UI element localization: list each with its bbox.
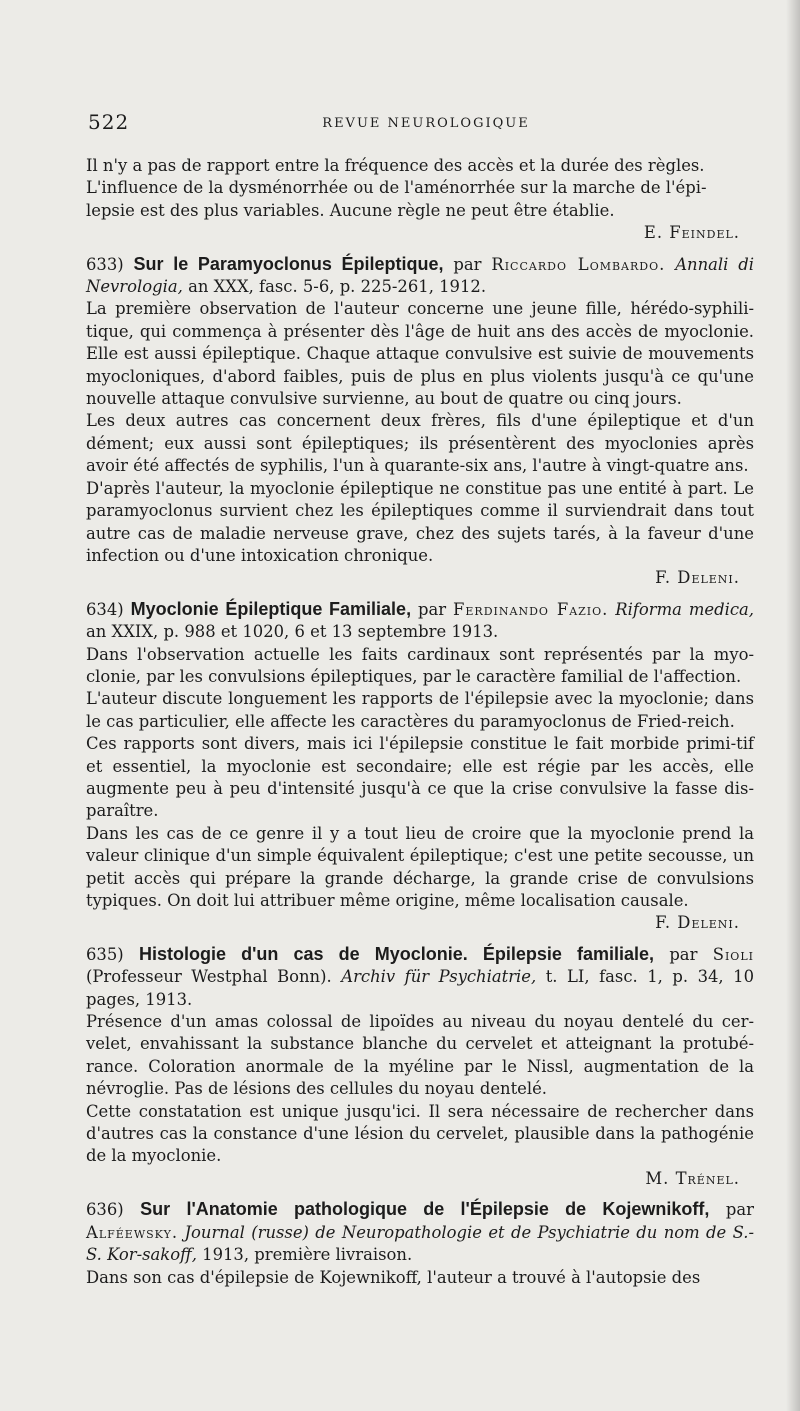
article-633 (86, 253, 754, 590)
article-title: Myoclonie Épileptique Familiale, (130, 598, 412, 619)
article-reference: an XXIX, p. 988 et 1020, 6 et 13 septembre 1913. (86, 622, 499, 642)
article-number: 634) (86, 599, 124, 619)
article-heading (86, 253, 754, 299)
article-paragraph: La première observation de l'auteur concerne une jeune fille, hérédo-syphili-tique, qui commença à présenter dès l'âge de huit ans des accès de myoclonie. Elle est aussi épileptique. Chaque attaque convulsive est suivie de mouvements myocloniques, d'abord faibles, puis de plus en plus violents jusqu'à ce qu'une nouvelle attaque convulsive survienne, au bout de quatre ou cinq jours. (86, 299, 754, 409)
article-journal: Riforma medica, (615, 599, 754, 619)
article-634 (86, 598, 754, 935)
signature: F. Deleni. (655, 568, 740, 588)
page-header (88, 110, 764, 140)
signature: F. Deleni. (655, 913, 740, 933)
article-heading (86, 598, 754, 644)
signature: E. Feindel. (643, 223, 740, 243)
article-635 (86, 943, 754, 1190)
article-by: par (725, 1200, 754, 1220)
article-author: Alféewsky. (86, 1222, 179, 1242)
article-heading (86, 943, 754, 1011)
article-paragraph: Cette constatation est unique jusqu'ici. Il sera nécessaire de rechercher dans d'autres cas la constance d'une lésion du cervelet, plausible dans la pathogénie de la myoclonie. (86, 1101, 754, 1166)
article-title: Histologie d'un cas de Myoclonie. Épilepsie familiale, (139, 943, 654, 964)
page-edge-shadow (786, 0, 800, 1411)
article-by: par (453, 254, 482, 274)
article-author: Sioli (712, 944, 754, 964)
article-paragraph: Dans son cas d'épilepsie de Kojewnikoff, l'auteur a trouvé à l'autopsie des (86, 1267, 701, 1287)
page-number: 522 (88, 110, 130, 134)
article-by: par (418, 599, 447, 619)
article-paragraph: Dans l'observation actuelle les faits cardinaux sont représentés par la myo-clonie, par les convulsions épileptiques, par le caractère familial de l'affection. (86, 644, 754, 686)
running-title: REVUE NEUROLOGIQUE (322, 116, 530, 131)
article-reference: an XXX, fasc. 5-6, p. 225-261, 1912. (188, 277, 487, 297)
article-journal: Journal (russe) de Neuropathologie et de Psychiatrie du nom de S.-S. Kor-sakoff, (86, 1222, 754, 1265)
article-paragraph: Ces rapports sont divers, mais ici l'épilepsie constitue le fait morbide primi-tif et essentiel, la myoclonie est secondaire; elle est régie par les accès, elle augmente peu à peu d'intensité jusqu'à ce que la crise convulsive la fasse dis-paraître. (86, 734, 754, 821)
intro-section (86, 155, 754, 245)
article-reference: 1913, première livraison. (202, 1245, 413, 1265)
article-affiliation: (Professeur Westphal Bonn). (86, 967, 332, 987)
article-author: Riccardo Lombardo. (491, 254, 666, 274)
intro-line: L'influence de la dysménorrhée ou de l'aménorrhée sur la marche de l'épi- (86, 178, 707, 198)
page-body (86, 155, 754, 1289)
intro-line: lepsie est des plus variables. Aucune règle ne peut être établie. (86, 200, 615, 220)
article-reference: t. LI, fasc. 1, p. 34, 10 pages, 1913. (86, 967, 755, 1009)
article-number: 635) (86, 944, 124, 964)
article-636 (86, 1198, 754, 1289)
article-author: Ferdinando Fazio. (453, 599, 609, 619)
article-title: Sur le Paramyoclonus Épileptique, (133, 253, 444, 274)
article-journal: Annali di Nevrologia, (86, 254, 754, 297)
article-paragraph: Présence d'un amas colossal de lipoïdes au niveau du noyau dentelé du cer-velet, envahissant la substance blanche du cervelet et atteignant la protubé-rance. Coloration anormale de la myéline par le Nissl, augmentation de la névroglie. Pas de lésions des cellules du noyau dentelé. (86, 1012, 754, 1099)
signature: M. Trénel. (645, 1168, 740, 1188)
article-title: Sur l'Anatomie pathologique de l'Épilepsie de Kojewnikoff, (140, 1199, 710, 1220)
article-by: par (669, 944, 698, 964)
article-number: 636) (86, 1200, 124, 1220)
article-paragraph: Dans les cas de ce genre il y a tout lieu de croire que la myoclonie prend la valeur clinique d'un simple équivalent épileptique; c'est une petite secousse, un petit accès qui prépare la grande décharge, la grande crise de convulsions typiques. On doit lui attribuer même origine, même localisation causale. (86, 823, 754, 910)
article-journal: Archiv für Psychiatrie, (341, 967, 537, 987)
article-paragraph: Les deux autres cas concernent deux frères, fils d'une épileptique et d'un dément; eux aussi sont épileptiques; ils présentèrent des myoclonies après avoir été affectés de syphilis, l'un à quarante-six ans, l'autre à vingt-quatre ans. (86, 411, 754, 476)
intro-line: Il n'y a pas de rapport entre la fréquence des accès et la durée des règles. (86, 156, 705, 175)
article-paragraph: D'après l'auteur, la myoclonie épileptique ne constitue pas une entité à part. Le paramyoclonus survient chez les épileptiques comme il surviendrait dans tout autre cas de maladie nerveuse grave, chez des sujets tarés, à la faveur d'une infection ou d'une intoxication chronique. (86, 478, 754, 565)
article-paragraph: L'auteur discute longuement les rapports de l'épilepsie avec la myoclonie; dans le cas particulier, elle affecte les caractères du paramyoclonus de Fried-reich. (86, 689, 754, 731)
article-heading (86, 1198, 754, 1266)
article-number: 633) (86, 254, 124, 274)
